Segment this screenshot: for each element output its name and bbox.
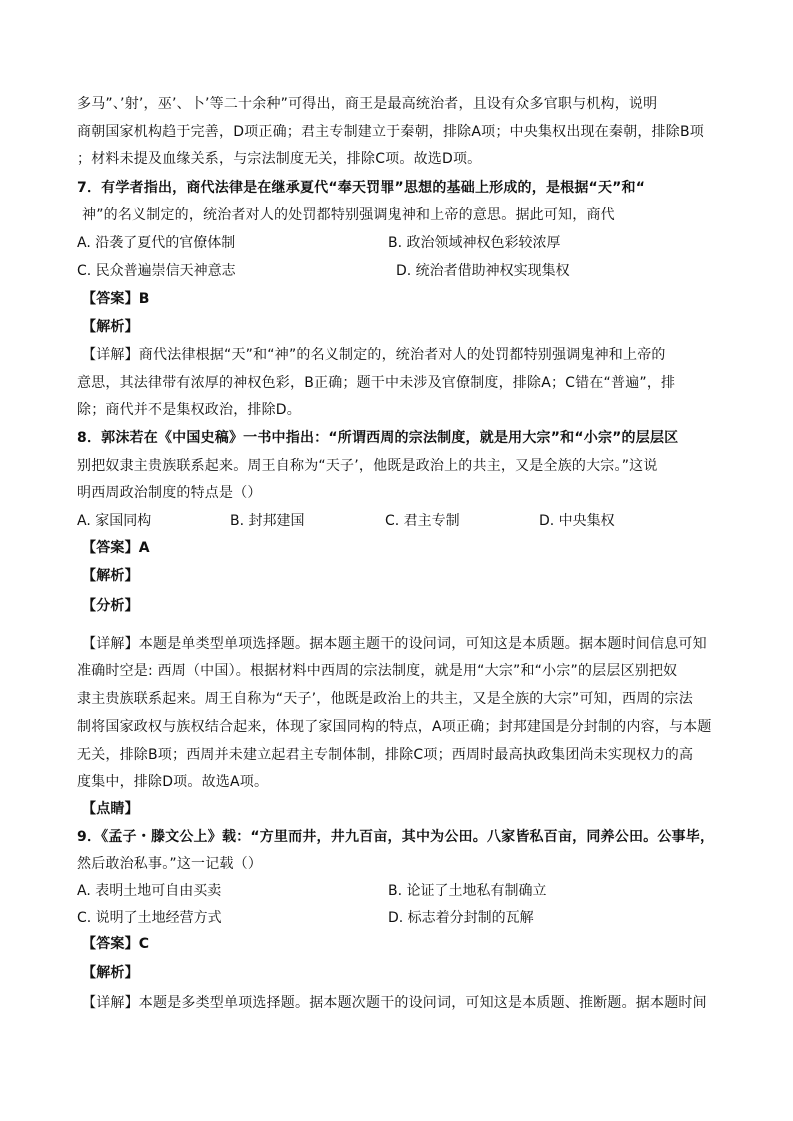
question-7-option-c: C. 民众普遍崇信天神意志: [77, 263, 236, 279]
question-8-stem-continued: 明西周政治制度的特点是（）: [77, 485, 262, 501]
text-line: 多马”、’射’，巫’、卜’等二十余种”可得出，商王是最高统治者，且设有众多官职与机构，说明: [77, 96, 658, 112]
question-9-stem: 9．《孟子・滕文公上》载：“方里而井，井九百亩，其中为公田。八家皆私百亩，同养公田。公事毕，: [77, 829, 715, 845]
question-7-option-b: B. 政治领域神权色彩较浓厚: [388, 235, 561, 251]
question-7-stem-continued: 神”的名义制定的，统治者对人的处罚都特别强调鬼神和上帝的意思。据此可知，商代: [82, 207, 615, 223]
question-8-option-a: A. 家国同构: [77, 513, 152, 529]
text-line: 度集中，排除D项。故选A项。: [77, 774, 269, 790]
text-line: 【详解】商代法律根据“天”和“神”的名义制定的，统治者对人的处罚都特别强调鬼神和上帝的: [82, 347, 666, 363]
question-8-option-b: B. 封邦建国: [230, 513, 305, 529]
answer-label: 【答案】B: [82, 291, 150, 307]
text-line: 准确时空是: 西周（中国）。根据材料中西周的宗法制度，就是用“大宗”和“小宗”的层层区别把奴: [77, 663, 678, 679]
question-8-option-d: D. 中央集权: [539, 513, 615, 529]
analysis-label: 【解析】: [82, 568, 139, 584]
analysis-subheading: 【分析】: [82, 598, 139, 614]
tips-label: 【点睛】: [82, 801, 139, 817]
text-line: 意思，其法律带有浓厚的神权色彩，B正确；题干中未涉及官僚制度，排除A；C错在“普遍”，排: [77, 375, 676, 391]
text-line: 无关，排除B项；西周并未建立起君主专制体制，排除C项；西周时最高执政集团尚未实现权力的高: [77, 747, 694, 763]
analysis-label: 【解析】: [82, 965, 139, 981]
question-9-option-c: C. 说明了土地经营方式: [77, 910, 222, 926]
question-9-option-d: D. 标志着分封制的瓦解: [388, 910, 534, 926]
text-line: ；材料未提及血缘关系，与宗法制度无关，排除C项。故选D项。: [77, 151, 482, 167]
question-7-stem: 7．有学者指出，商代法律是在继承夏代“奉天罚罪”思想的基础上形成的，是根据“天”和“: [77, 180, 646, 196]
question-7-option-d: D. 统治者借助神权实现集权: [396, 263, 570, 279]
text-line: 除；商代并不是集权政治，排除D。: [77, 402, 301, 418]
text-line: 【详解】本题是多类型单项选择题。据本题次题干的设问词，可知这是本质题、推断题。据本题时间: [82, 995, 707, 1011]
question-9-option-a: A. 表明土地可自由买卖: [77, 883, 222, 899]
text-line: 制将国家政权与族权结合起来，体现了家国同构的特点，A项正确；封邦建国是分封制的内容，与本题: [77, 719, 712, 735]
text-line: 【详解】本题是单类型单项选择题。据本题主题干的设问词，可知这是本质题。据本题时间信息可知: [82, 636, 707, 652]
question-9-stem-continued: 然后敢治私事。”这一记载（）: [77, 856, 263, 872]
question-8-stem-continued: 别把奴隶主贵族联系起来。周王自称为“天子’，他既是政治上的共主，又是全族的大宗。”这说: [77, 458, 658, 474]
question-7-option-a: A. 沿袭了夏代的官僚体制: [77, 235, 236, 251]
question-9-option-b: B. 论证了土地私有制确立: [388, 883, 547, 899]
analysis-label: 【解析】: [82, 319, 139, 335]
text-line: 隶主贵族联系起来。周王自称为“天子’，他既是政治上的共主，又是全族的大宗”可知，西周的宗法: [77, 691, 693, 707]
text-line: 商朝国家机构趋于完善，D项正确；君主专制建立于秦朝，排除A项；中央集权出现在秦朝，排除B项: [77, 124, 704, 140]
question-8-stem: 8．郭沫若在《中国史稿》一书中指出：“所谓西周的宗法制度，就是用大宗”和“小宗”的层层区: [77, 430, 679, 446]
question-8-option-c: C. 君主专制: [385, 513, 460, 529]
answer-label: 【答案】A: [82, 540, 150, 556]
answer-label: 【答案】C: [82, 936, 150, 952]
